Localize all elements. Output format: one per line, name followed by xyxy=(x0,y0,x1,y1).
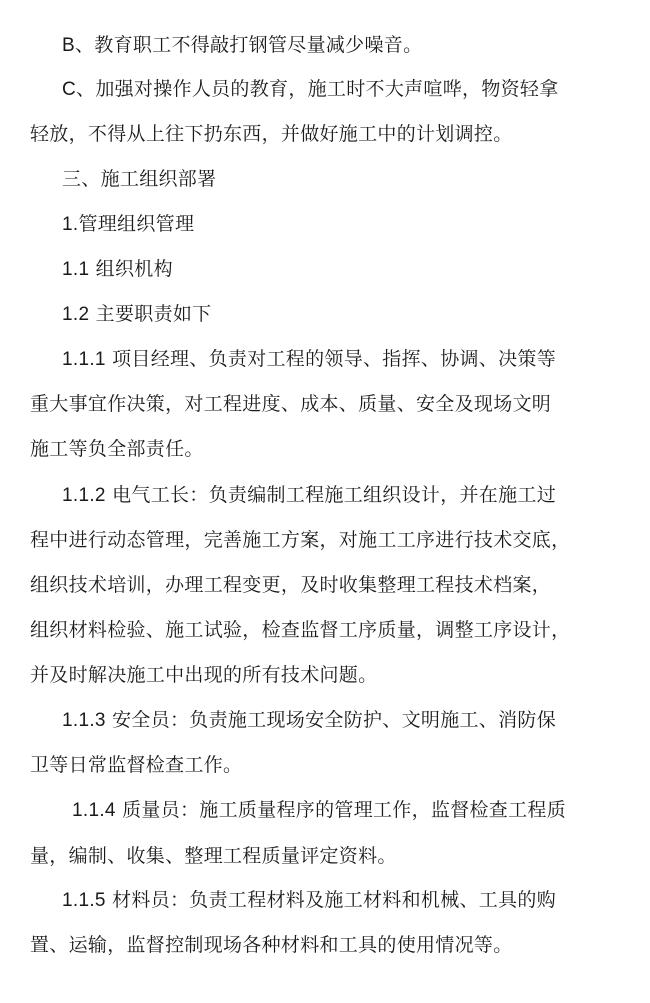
line-text: 管理组织管理 xyxy=(78,213,195,235)
line-text: 组织材料检验、施工试验，检查监督工序质量，调整工序设计， xyxy=(30,619,571,641)
item-number: 1.1.4 xyxy=(72,800,116,821)
heading-1-1 xyxy=(62,256,173,282)
paragraph-1-1-5-line-2 xyxy=(30,932,513,958)
line-text: 教育职工不得敲打钢管尽量减少噪音。 xyxy=(94,34,423,56)
line-text: 施工等负全部责任。 xyxy=(30,438,204,460)
line-text: 质量员：施工质量程序的管理工作，监督检查工程质 xyxy=(115,799,567,821)
item-number: 1.1 xyxy=(62,259,90,280)
paragraph-1-1-2-line-2 xyxy=(30,527,570,553)
line-text: 并及时解决施工中出现的所有技术问题。 xyxy=(30,664,378,686)
line-text: 轻放，不得从上往下扔东西，并做好施工中的计划调控。 xyxy=(30,123,513,145)
line-text: 量，编制、收集、整理工程质量评定资料。 xyxy=(30,845,397,867)
line-text: 安全员：负责施工现场安全防护、文明施工、消防保 xyxy=(105,709,557,731)
item-number: 1.1.3 xyxy=(62,710,106,731)
line-text: 主要职责如下 xyxy=(89,303,212,325)
paragraph-c-line-2 xyxy=(30,121,513,147)
paragraph-1-1-2-line-4 xyxy=(30,617,570,643)
paragraph-1-1-3-line-1 xyxy=(62,707,556,733)
paragraph-1-1-1-line-1 xyxy=(62,346,556,372)
line-text: 重大事宜作决策，对工程进度、成本、质量、安全及现场文明 xyxy=(30,393,552,415)
paragraph-1-1-5-line-1 xyxy=(62,887,556,913)
heading-1 xyxy=(62,211,194,237)
paragraph-1-1-4-line-1 xyxy=(72,797,566,823)
paragraph-1-1-2-line-5 xyxy=(30,662,377,688)
line-text: 加强对操作人员的教育，施工时不大声喧哗，物资轻拿 xyxy=(95,78,559,100)
line-text: 组织技术培训，办理工程变更，及时收集整理工程技术档案， xyxy=(30,574,552,596)
line-text: 程中进行动态管理，完善施工方案，对施工工序进行技术交底， xyxy=(30,529,571,551)
line-text: 项目经理、负责对工程的领导、指挥、协调、决策等 xyxy=(105,348,557,370)
line-text: 三、施工组织部署 xyxy=(62,168,217,190)
item-number: 1.1.5 xyxy=(62,890,106,911)
item-number: C、 xyxy=(62,79,96,100)
item-number: 1. xyxy=(62,214,79,235)
paragraph-1-1-4-line-2 xyxy=(30,843,397,869)
paragraph-1-1-2-line-3 xyxy=(30,572,551,598)
paragraph-1-1-1-line-3 xyxy=(30,436,204,462)
paragraph-b xyxy=(62,32,422,58)
paragraph-1-1-1-line-2 xyxy=(30,391,551,417)
item-number: 1.1.1 xyxy=(62,349,106,370)
line-text: 材料员：负责工程材料及施工材料和机械、工具的购 xyxy=(105,889,557,911)
item-number: 1.1.2 xyxy=(62,485,106,506)
section-heading xyxy=(62,166,216,192)
item-number: 1.2 xyxy=(62,304,90,325)
paragraph-c-line-1 xyxy=(62,76,559,102)
heading-1-2 xyxy=(62,301,211,327)
paragraph-1-1-3-line-2 xyxy=(30,752,242,778)
paragraph-1-1-2-line-1 xyxy=(62,482,556,508)
line-text: 组织机构 xyxy=(89,258,173,280)
line-text: 卫等日常监督检查工作。 xyxy=(30,754,243,776)
line-text: 置、运输，监督控制现场各种材料和工具的使用情况等。 xyxy=(30,934,513,956)
line-text: 电气工长：负责编制工程施工组织设计，并在施工过 xyxy=(105,484,557,506)
item-number: B、 xyxy=(62,35,95,56)
